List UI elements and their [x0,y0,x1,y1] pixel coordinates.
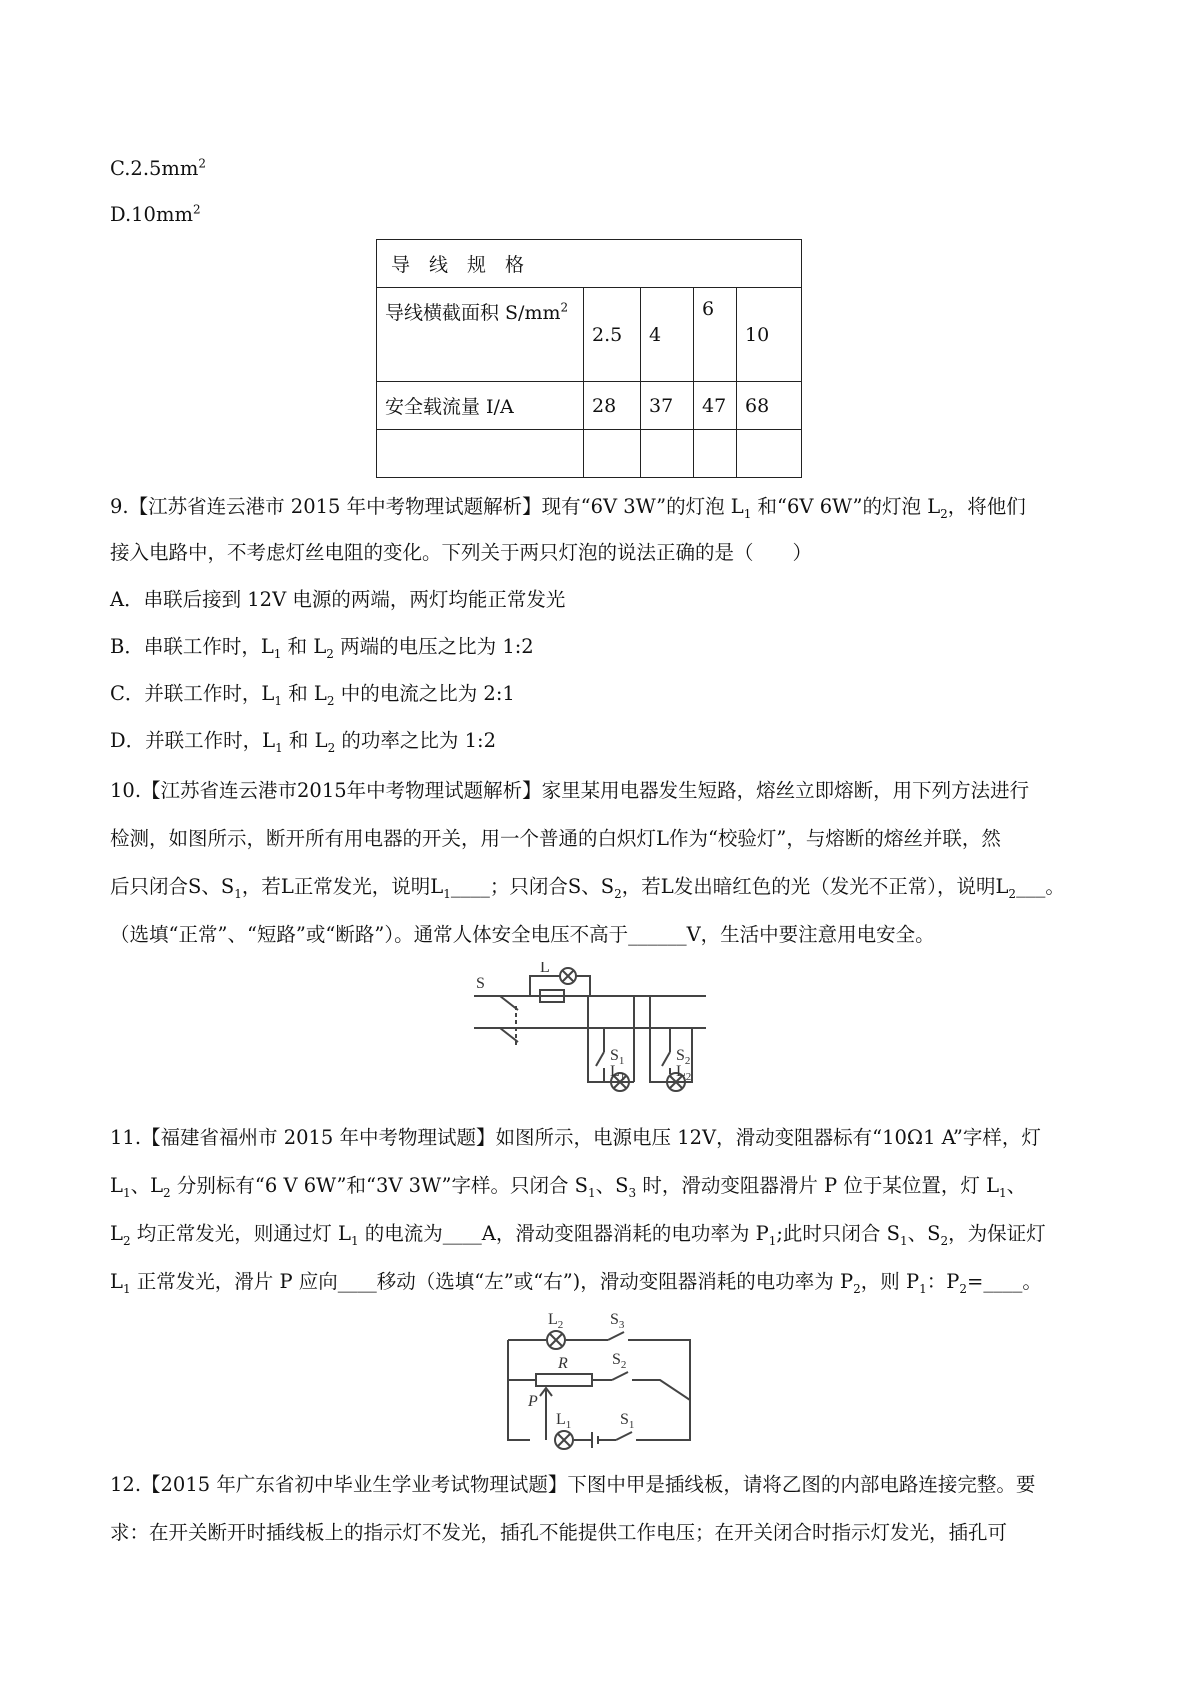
q9-option-c: C．并联工作时，$L_1$ 和 $L_2$ 中的电流之比为 2:1 [110,682,515,708]
table-cell: 37 [641,382,694,430]
q11-line1: 11.【福建省福州市 2015 年中考物理试题】如图所示，电源电压 12V，滑动变阻器标有“10Ω1 A”字样，灯 [110,1126,1041,1149]
table-cell: 28 [584,382,641,430]
q10-circuit-diagram [470,962,710,1096]
table-cell: 4 [641,288,694,382]
q9-option-d: D．并联工作时，$L_1$ 和 $L_2$ 的功率之比为 1:2 [110,729,497,755]
q9-line2: 接入电路中，不考虑灯丝电阻的变化。下列关于两只灯泡的说法正确的是（ ） [110,541,813,564]
q11-circuit-diagram [500,1310,700,1460]
svg-text:S2: $S_2$ [676,1047,691,1067]
svg-text:L1: $L_1$ [610,1063,626,1083]
table-cell: 安全载流量 I/A [377,382,584,430]
q12-line2: 求：在开关断开时插线板上的指示灯不发光，插孔不能提供工作电压；在开关闭合时指示灯发光，插孔可 [110,1521,1008,1544]
table-cell: 47 [694,382,737,430]
svg-text:S3: $S_3$ [610,1311,625,1331]
q9-line1: 9.【江苏省连云港市 2015 年中考物理试题解析】现有“6V 3W”的灯泡 $L_1$ 和“6V 6W”的灯泡 $L_2$，将他们 [110,495,1026,521]
svg-text:R: R [558,1355,568,1372]
q10-line2: 检测，如图所示，断开所有用电器的开关，用一个普通的白炽灯L作为“校验灯”，与熔断的熔丝并联，然 [110,827,1001,850]
q11-line2: $L_1$、$L_2$ 分别标有“6 V 6W”和“3V 3W”字样。只闭合 $S_1$、$S_3$ 时，滑动变阻器滑片 P 位于某位置，灯 $L_1$、 [110,1174,1027,1200]
q10-line3: 后只闭合S、$S_1$，若L正常发光，说明$L_1\_\_\_\_$；只闭合S、$S_2$，若L发出暗红色的光（发光不正常），说明$L_2\_\_\_$。 [110,875,1065,901]
svg-text:P: P [528,1393,538,1410]
table-cell: 2.5 [584,288,641,382]
table-cell: 10 [737,288,802,382]
q9-option-a: A．串联后接到 12V 电源的两端，两灯均能正常发光 [110,588,566,611]
wire-spec-table [376,239,802,478]
svg-text:L2: $L_2$ [548,1311,564,1331]
svg-text:S1: $S_1$ [620,1411,635,1431]
q11-line4: $L_1$ 正常发光，滑片 P 应向____移动（选填“左”或“右”)，滑动变阻器消耗的电功率为 $P_2$，则 $P_1$：$P_2=\_\_\_\_$。 [110,1270,1042,1296]
svg-text:S2: $S_2$ [612,1351,627,1371]
q12-line1: 12.【2015 年广东省初中毕业生学业考试物理试题】下图中甲是插线板，请将乙图的内部电路连接完整。要 [110,1473,1036,1496]
table-cell: 6 [694,288,737,382]
table-row [377,382,802,430]
q10-line4: （选填“正常”、“短路”或“断路”）。通常人体安全电压不高于______V，生活中要注意用电安全。 [110,923,935,946]
table-row [377,430,802,478]
option-c-prev: $C.2.5mm^2$ [110,156,207,180]
table-title: 导 线 规 格 [377,240,802,288]
q10-line1: 10.【江苏省连云港市2015年中考物理试题解析】家里某用电器发生短路，熔丝立即熔断，用下列方法进行 [110,779,1030,802]
option-d-prev: $D.10mm^2$ [110,202,201,226]
svg-text:L2: $L_2$ [676,1063,692,1083]
svg-text:S1: $S_1$ [610,1047,625,1067]
table-cell: 68 [737,382,802,430]
table-row [377,288,802,382]
q11-line3: $L_2$ 均正常发光，则通过灯 $L_1$ 的电流为____A，滑动变阻器消耗的电功率为 $P_1$;此时只闭合 $S_1$、$S_2$，为保证灯 [110,1222,1046,1248]
fig-label-l: L [540,962,550,976]
fig-label-s: S [476,975,485,992]
q9-option-b: B．串联工作时，$L_1$ 和 $L_2$ 两端的电压之比为 1:2 [110,635,534,661]
svg-text:L1: $L_1$ [556,1411,572,1431]
table-cell: 导线横截面积 $S/mm^2$ [377,288,584,382]
